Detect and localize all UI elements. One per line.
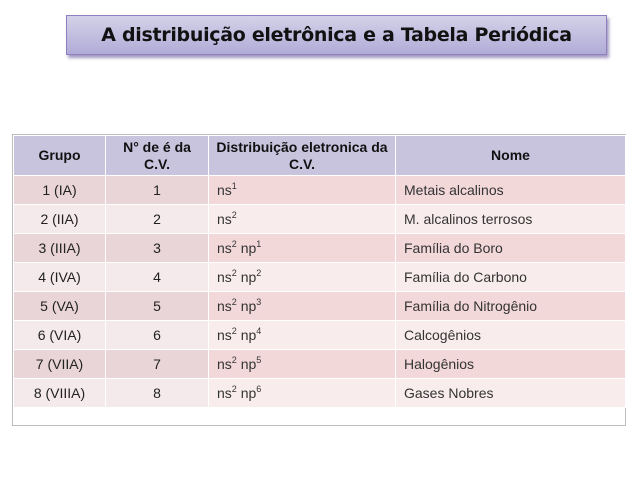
cell-distribuicao xyxy=(209,292,396,321)
title-banner xyxy=(66,15,607,55)
header-distribuicao: Distribuição eletronica da C.V. xyxy=(209,136,396,176)
cell-nome: Metais alcalinos xyxy=(396,176,626,205)
electron-count: 2 xyxy=(231,239,237,249)
electron-count: 6 xyxy=(256,384,262,394)
cell-nome: Família do Nitrogênio xyxy=(396,292,626,321)
cell-grupo: 6 (VIA) xyxy=(14,321,106,350)
orbital-label: ns xyxy=(217,327,232,343)
table-row xyxy=(14,379,626,408)
orbital-label: ns xyxy=(217,182,232,198)
electron-count: 2 xyxy=(231,210,237,220)
cell-distribuicao xyxy=(209,350,396,379)
cell-nome: Família do Carbono xyxy=(396,263,626,292)
orbital-label: ns xyxy=(217,298,232,314)
cell-distribuicao xyxy=(209,176,396,205)
cell-nome: Calcogênios xyxy=(396,321,626,350)
cell-num-eletrons: 2 xyxy=(106,205,209,234)
cell-distribuicao xyxy=(209,263,396,292)
cell-num-eletrons: 6 xyxy=(106,321,209,350)
cell-distribuicao xyxy=(209,234,396,263)
orbital-label: np xyxy=(236,385,257,401)
table-row xyxy=(14,263,626,292)
cell-nome: Halogênios xyxy=(396,350,626,379)
cell-grupo: 3 (IIIA) xyxy=(14,234,106,263)
cell-num-eletrons: 8 xyxy=(106,379,209,408)
table-row xyxy=(14,321,626,350)
cell-num-eletrons: 1 xyxy=(106,176,209,205)
electron-count: 1 xyxy=(231,181,237,191)
cell-nome: Família do Boro xyxy=(396,234,626,263)
electron-count: 2 xyxy=(231,384,237,394)
orbital-label: ns xyxy=(217,269,232,285)
cell-num-eletrons: 7 xyxy=(106,350,209,379)
table-row xyxy=(14,234,626,263)
electron-count: 1 xyxy=(256,239,262,249)
electron-count: 4 xyxy=(256,326,262,336)
orbital-label: ns xyxy=(217,211,232,227)
cell-num-eletrons: 4 xyxy=(106,263,209,292)
electron-count: 5 xyxy=(256,355,262,365)
table-row xyxy=(14,350,626,379)
orbital-label: ns xyxy=(217,385,232,401)
cell-num-eletrons: 5 xyxy=(106,292,209,321)
cell-nome: Gases Nobres xyxy=(396,379,626,408)
cell-distribuicao xyxy=(209,205,396,234)
orbital-label: np xyxy=(236,356,257,372)
header-nome: Nome xyxy=(396,136,626,176)
cell-num-eletrons: 3 xyxy=(106,234,209,263)
cell-grupo: 8 (VIIIA) xyxy=(14,379,106,408)
cell-distribuicao xyxy=(209,321,396,350)
cell-distribuicao xyxy=(209,379,396,408)
electron-count: 3 xyxy=(256,297,262,307)
electron-count: 2 xyxy=(231,297,237,307)
orbital-label: np xyxy=(236,269,257,285)
header-num-eletrons: N° de é da C.V. xyxy=(106,136,209,176)
orbital-label: ns xyxy=(217,356,232,372)
electron-count: 2 xyxy=(256,268,262,278)
periodic-groups-table xyxy=(13,135,626,408)
cell-grupo: 4 (IVA) xyxy=(14,263,106,292)
table-header-row xyxy=(14,136,626,176)
table-row xyxy=(14,176,626,205)
cell-grupo: 7 (VIIA) xyxy=(14,350,106,379)
orbital-label: ns xyxy=(217,240,232,256)
orbital-label: np xyxy=(236,240,257,256)
table-row xyxy=(14,205,626,234)
table-row xyxy=(14,292,626,321)
orbital-label: np xyxy=(236,327,257,343)
cell-grupo: 5 (VA) xyxy=(14,292,106,321)
cell-nome: M. alcalinos terrosos xyxy=(396,205,626,234)
orbital-label: np xyxy=(236,298,257,314)
cell-grupo: 1 (IA) xyxy=(14,176,106,205)
electron-count: 2 xyxy=(231,355,237,365)
electron-count: 2 xyxy=(231,326,237,336)
electron-count: 2 xyxy=(231,268,237,278)
cell-grupo: 2 (IIA) xyxy=(14,205,106,234)
page-title: A distribuição eletrônica e a Tabela Periódica xyxy=(101,24,572,46)
header-grupo: Grupo xyxy=(14,136,106,176)
